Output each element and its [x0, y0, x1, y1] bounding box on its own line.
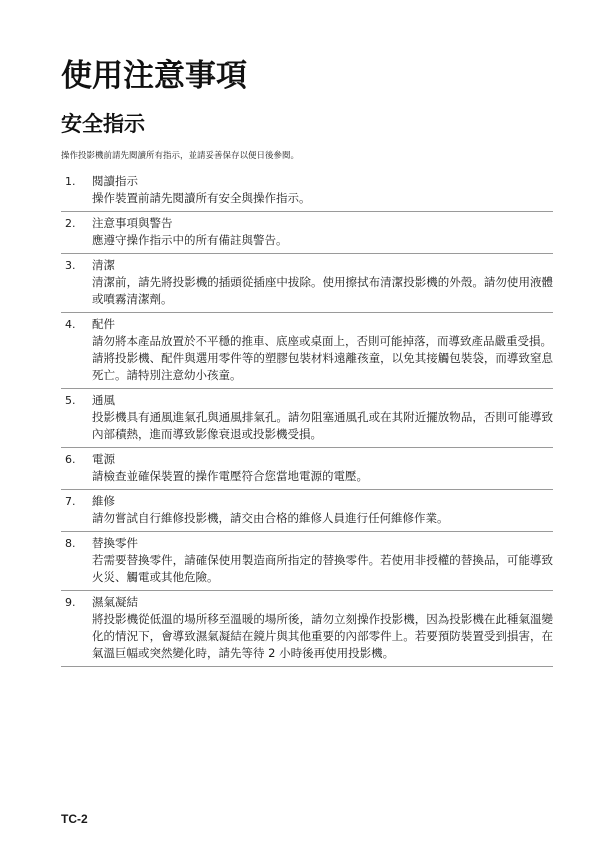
item-number: 3.	[65, 259, 76, 272]
item-text: 請勿將本產品放置於不平穩的推車、底座或桌面上，否則可能掉落，而導致產品嚴重受損。	[92, 334, 552, 348]
item-heading: 維修	[92, 494, 115, 508]
section-title: 安全指示	[61, 112, 145, 136]
intro-text: 操作投影機前請先閱讀所有指示，並請妥善保存以便日後參閱。	[61, 151, 300, 161]
item-body	[92, 451, 553, 485]
item-text: 投影機具有通風進氣孔與通風排氣孔。請勿阻塞通風孔或在其附近擺放物品，否則可能導致內部積熱，進而導致影像衰退或投影機受損。	[92, 410, 553, 441]
item-body	[92, 257, 553, 308]
item-text: 操作裝置前請先閱讀所有安全與操作指示。	[92, 191, 311, 205]
item-heading: 配件	[92, 317, 115, 331]
item-number: 4.	[65, 318, 76, 331]
item-text: 請勿嘗試自行維修投影機，請交由合格的維修人員進行任何維修作業。	[92, 511, 449, 525]
item-body	[92, 316, 553, 384]
item-body	[92, 594, 553, 662]
item-text: 請將投影機、配件與選用零件等的塑膠包裝材料遠離孩童，以免其接觸包裝袋，而導致窒息死亡。請特別注意幼小孩童。	[92, 351, 553, 382]
item-body	[92, 215, 553, 249]
item-number: 5.	[65, 394, 76, 407]
item-number: 8.	[65, 537, 76, 550]
item-text: 清潔前，請先將投影機的插頭從插座中拔除。使用擦拭布清潔投影機的外殼。請勿使用液體或噴霧清潔劑。	[92, 275, 553, 306]
item-heading: 注意事項與警告	[92, 216, 173, 230]
instruction-item	[61, 313, 553, 389]
instruction-item	[61, 212, 553, 254]
instruction-item	[61, 591, 553, 667]
instruction-item	[61, 448, 553, 490]
item-heading: 閱讀指示	[92, 174, 138, 188]
safety-instruction-list	[61, 170, 553, 667]
item-heading: 替換零件	[92, 536, 138, 550]
item-body	[92, 493, 553, 527]
instruction-item	[61, 389, 553, 448]
item-heading: 電源	[92, 452, 115, 466]
item-number: 6.	[65, 453, 76, 466]
item-body	[92, 535, 553, 586]
item-body	[92, 173, 553, 207]
item-heading: 濕氣凝結	[92, 595, 138, 609]
item-number: 9.	[65, 596, 76, 609]
item-number: 2.	[65, 217, 76, 230]
instruction-item	[61, 490, 553, 532]
instruction-item	[61, 170, 553, 212]
page-number: TC-2	[61, 812, 88, 826]
item-text: 若需要替換零件，請確保使用製造商所指定的替換零件。若使用非授權的替換品，可能導致火災、觸電或其他危險。	[92, 553, 553, 584]
item-number: 7.	[65, 495, 76, 508]
item-heading: 清潔	[92, 258, 115, 272]
item-number: 1.	[65, 175, 76, 188]
item-text: 請檢查並確保裝置的操作電壓符合您當地電源的電壓。	[92, 469, 368, 483]
page-title: 使用注意事項	[61, 58, 247, 94]
item-text: 將投影機從低溫的場所移至溫暖的場所後，請勿立刻操作投影機，因為投影機在此種氣溫變化的情況下，會導致濕氣凝結在鏡片與其他重要的內部零件上。若要預防裝置受到損害，在氣溫巨幅或突然變化時，請先等待 2 小時後再使用投影機。	[92, 612, 553, 660]
instruction-item	[61, 254, 553, 313]
item-heading: 通風	[92, 393, 115, 407]
item-body	[92, 392, 553, 443]
instruction-item	[61, 532, 553, 591]
item-text: 應遵守操作指示中的所有備註與警告。	[92, 233, 288, 247]
